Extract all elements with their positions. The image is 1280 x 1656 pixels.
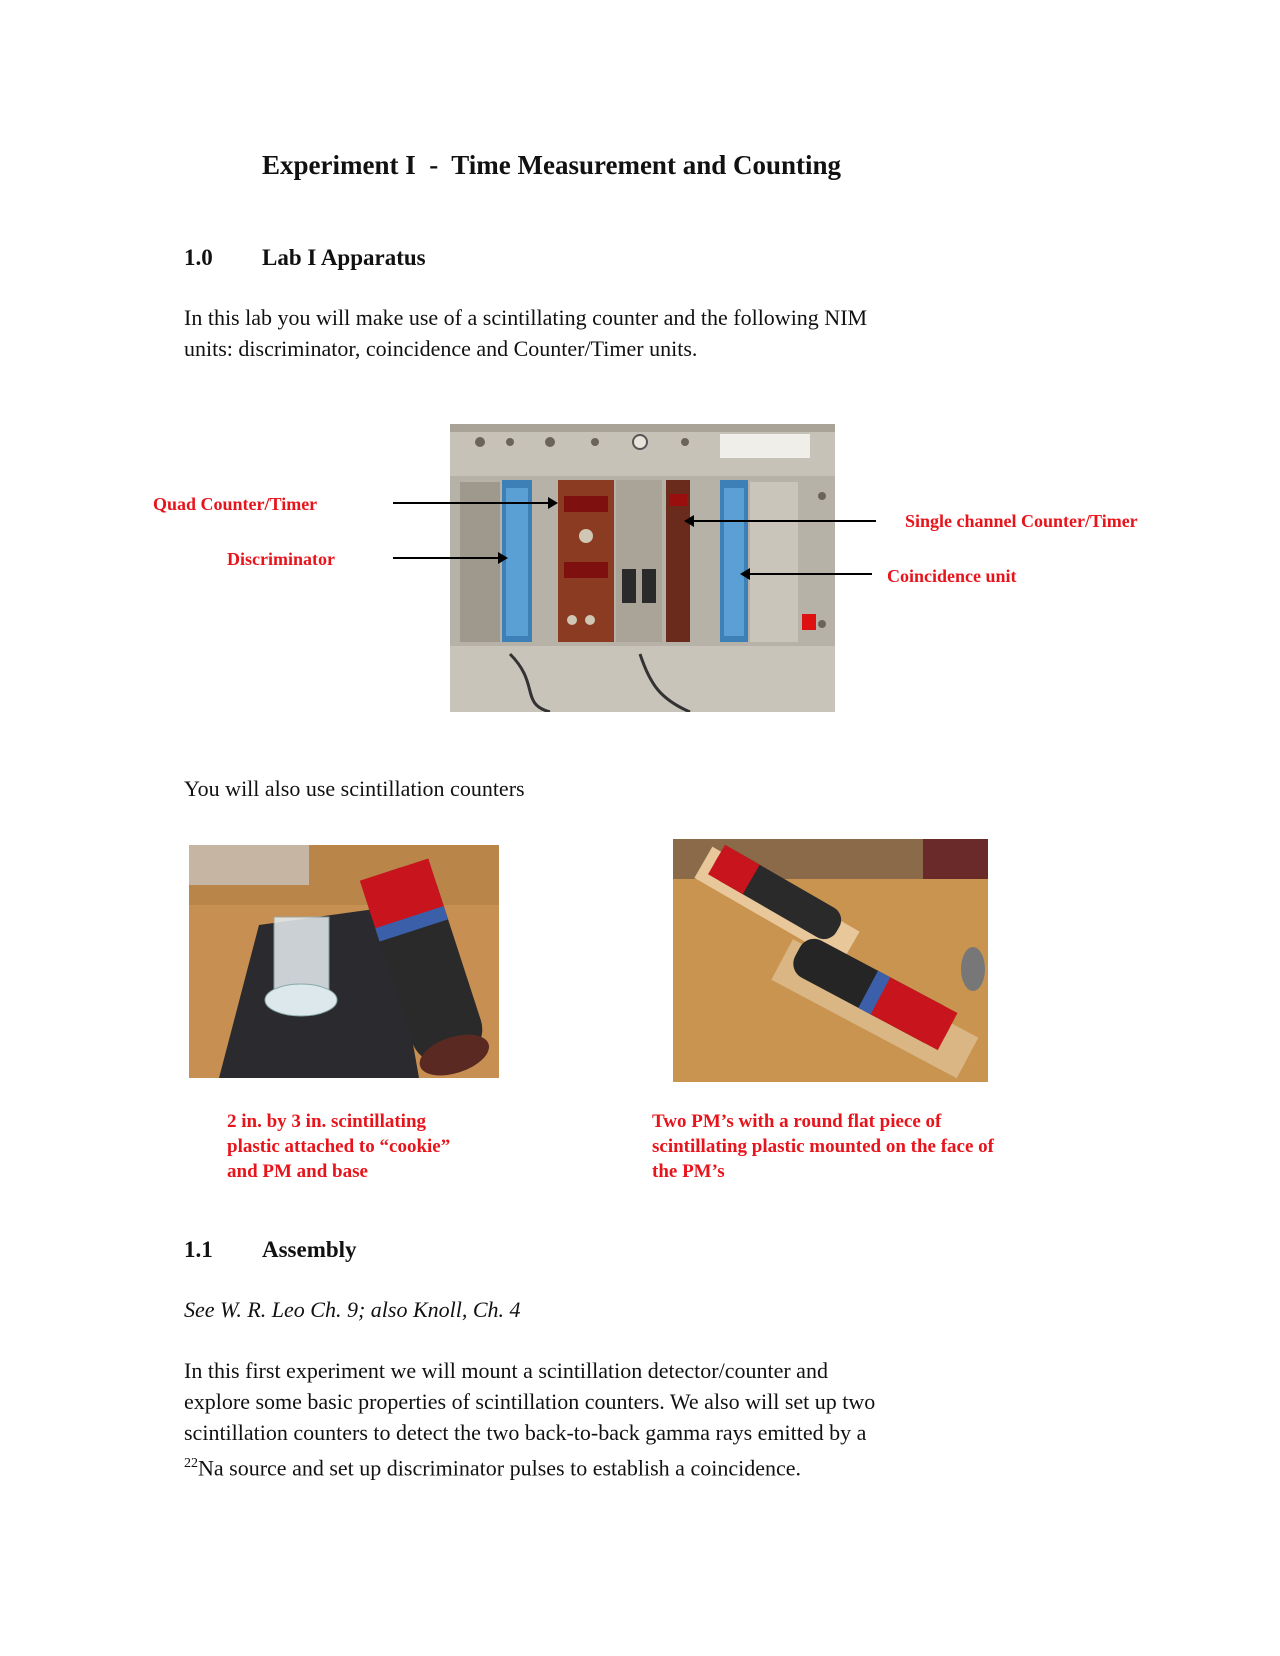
caption-line: scintillating plastic mounted on the face of <box>652 1136 994 1157</box>
section-title: Assembly <box>262 1237 357 1262</box>
reference-text: See W. R. Leo Ch. 9; also Knoll, Ch. 4 <box>184 1297 521 1322</box>
section-title: Lab I Apparatus <box>262 245 426 270</box>
caption-line: and PM and base <box>227 1161 368 1182</box>
intro-line: In this lab you will make use of a scintillating counter and the following NIM <box>184 305 868 330</box>
isotope-superscript: 22 <box>184 1456 198 1471</box>
scintillator-photo-left <box>189 845 499 1078</box>
assembly-line <box>184 1448 875 1483</box>
caption-line: Two PM’s with a round flat piece of <box>652 1111 942 1132</box>
assembly-line-text: Na source and set up discriminator pulses to establish a coincidence. <box>198 1455 801 1481</box>
label-quad-counter-timer: Quad Counter/Timer <box>153 494 318 514</box>
intro-paragraph <box>184 302 867 364</box>
caption-line: the PM’s <box>652 1161 725 1182</box>
arrow-discriminator <box>393 557 506 559</box>
caption-right <box>652 1109 994 1184</box>
label-discriminator: Discriminator <box>227 549 335 569</box>
assembly-paragraph <box>184 1355 875 1483</box>
arrow-coincidence <box>742 573 872 575</box>
page-title: Experiment I - Time Measurement and Counting <box>262 150 842 180</box>
nim-rack-photo <box>450 424 835 712</box>
also-use-text: You will also use scintillation counters <box>184 776 525 801</box>
section-number: 1.1 <box>184 1237 213 1262</box>
assembly-line: scintillation counters to detect the two back-to-back gamma rays emitted by a <box>184 1420 867 1445</box>
caption-left <box>227 1109 450 1184</box>
label-coincidence-unit: Coincidence unit <box>887 566 1017 586</box>
scintillator-photo-right <box>673 839 988 1082</box>
section-number: 1.0 <box>184 245 213 270</box>
caption-line: 2 in. by 3 in. scintillating <box>227 1111 427 1132</box>
caption-line: plastic attached to “cookie” <box>227 1136 451 1157</box>
label-single-channel-counter-timer: Single channel Counter/Timer <box>905 511 1138 531</box>
arrow-quad <box>393 502 556 504</box>
intro-line: units: discriminator, coincidence and Counter/Timer units. <box>184 336 698 361</box>
assembly-line: In this first experiment we will mount a scintillation detector/counter and <box>184 1358 828 1383</box>
arrow-single-channel <box>686 520 876 522</box>
assembly-line: explore some basic properties of scintillation counters. We also will set up two <box>184 1389 876 1414</box>
